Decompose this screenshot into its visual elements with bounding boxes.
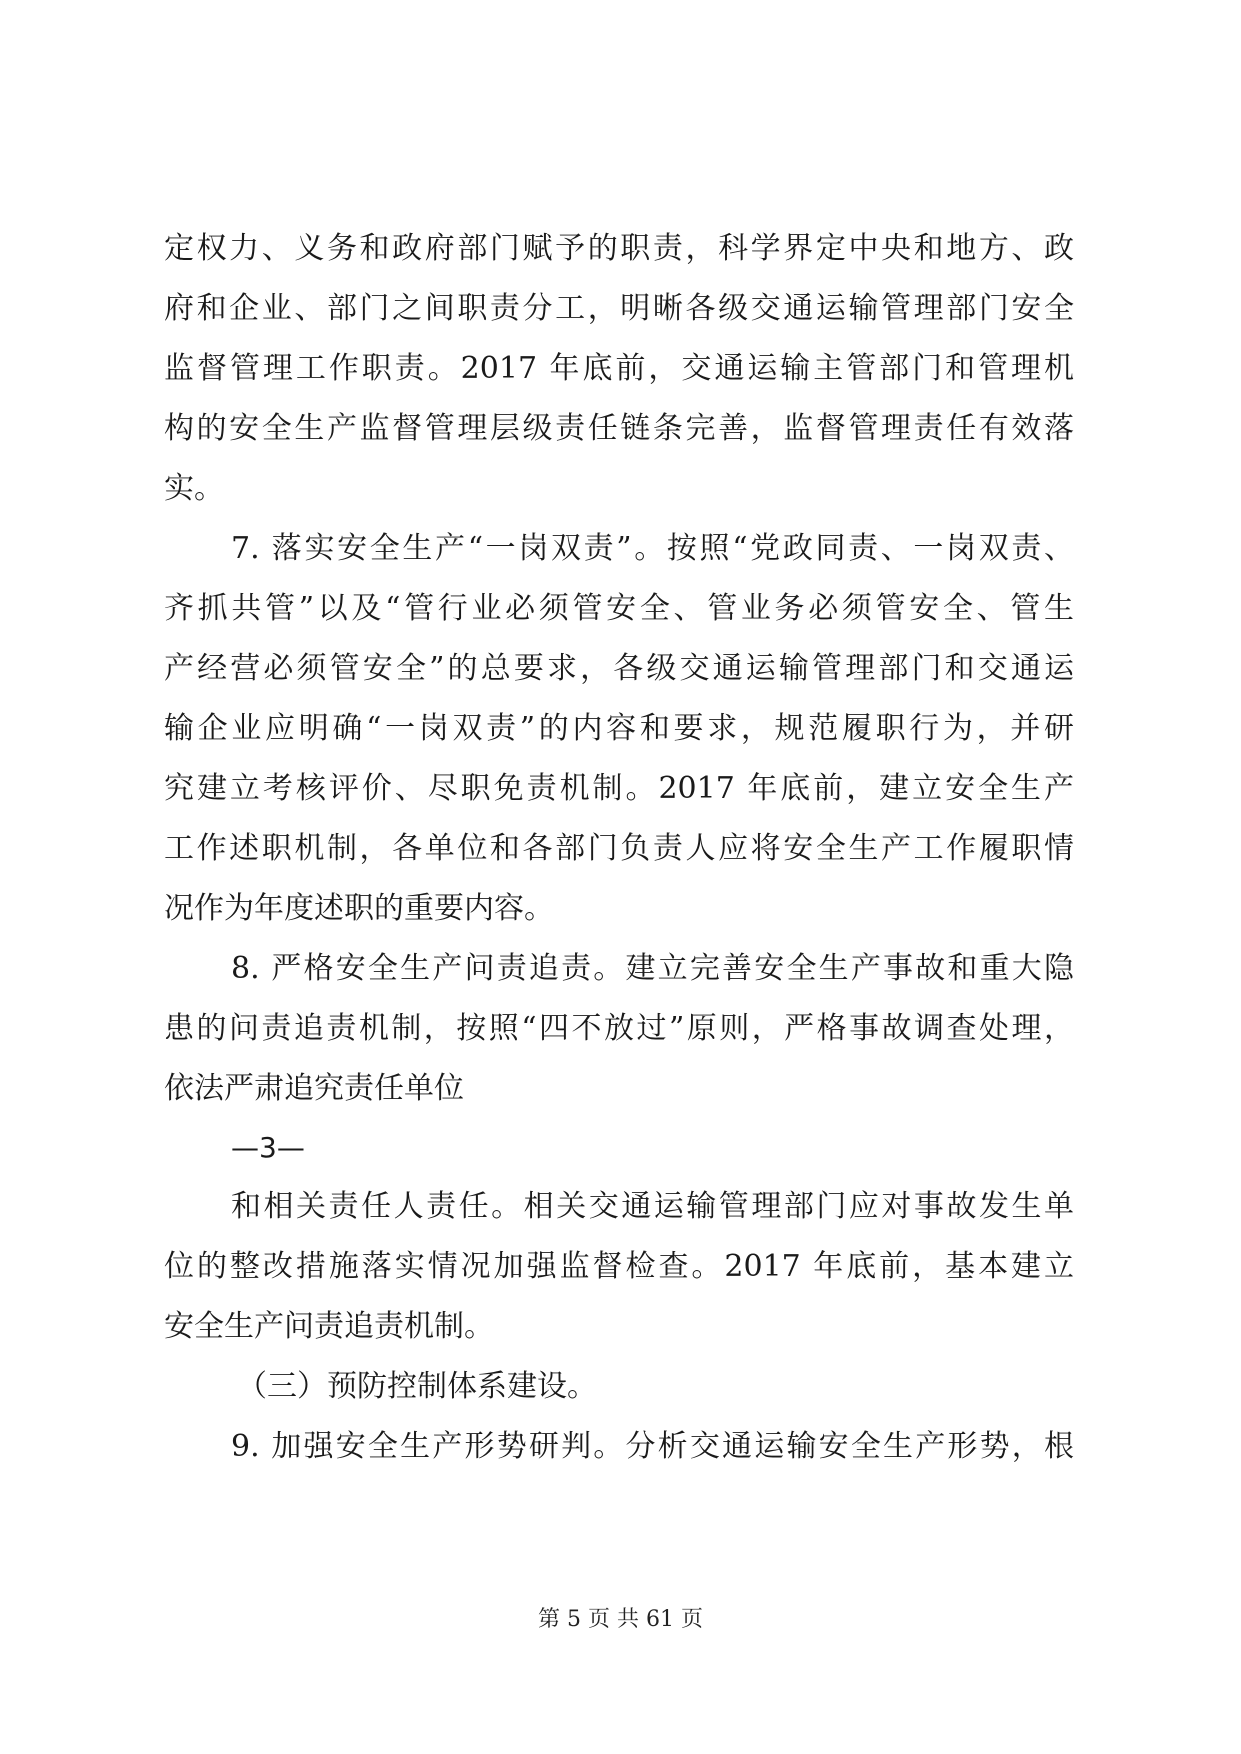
paragraph-first-line: 9. 加强安全生产形势研判。分析交通运输安全生产形势，根	[231, 1429, 1074, 1464]
body-text-line: 府和企业、部门之间职责分工，明晰各级交通运输管理部门安全	[164, 291, 1074, 326]
body-text-line: 工作述职机制，各单位和各部门负责人应将安全生产工作履职情	[164, 831, 1074, 866]
body-text-line: 究建立考核评价、尽职免责机制。2017 年底前，建立安全生产	[164, 771, 1074, 806]
body-text-line: 位的整改措施落实情况加强监督检查。2017 年底前，基本建立	[164, 1249, 1074, 1284]
body-text-line: 定权力、义务和政府部门赋予的职责，科学界定中央和地方、政	[164, 231, 1074, 266]
page-footer: 第 5 页 共 61 页	[538, 1607, 703, 1632]
body-text-line: 监督管理工作职责。2017 年底前，交通运输主管部门和管理机	[164, 351, 1074, 386]
body-text-line: 输企业应明确“一岗双责”的内容和要求，规范履职行为，并研	[164, 711, 1074, 746]
body-text-line: 齐抓共管”以及“管行业必须管安全、管业务必须管安全、管生	[164, 591, 1074, 626]
inline-page-number: —3—	[231, 1131, 305, 1164]
body-text-line: 实。	[164, 471, 224, 506]
body-text-line: 依法严肃追究责任单位	[164, 1071, 464, 1106]
body-text-line: 安全生产问责追责机制。	[164, 1309, 494, 1344]
body-text-line: 况作为年度述职的重要内容。	[164, 891, 554, 926]
body-text-line: 产经营必须管安全”的总要求，各级交通运输管理部门和交通运	[164, 651, 1074, 686]
paragraph-first-line: 和相关责任人责任。相关交通运输管理部门应对事故发生单	[231, 1189, 1074, 1224]
body-text-line: 患的问责追责机制，按照“四不放过”原则，严格事故调查处理，	[164, 1011, 1074, 1046]
body-text-line: 构的安全生产监督管理层级责任链条完善，监督管理责任有效落	[164, 411, 1074, 446]
section-heading: （三）预防控制体系建设。	[237, 1369, 597, 1404]
paragraph-first-line: 7. 落实安全生产“一岗双责”。按照“党政同责、一岗双责、	[231, 531, 1074, 566]
paragraph-first-line: 8. 严格安全生产问责追责。建立完善安全生产事故和重大隐	[231, 951, 1074, 986]
